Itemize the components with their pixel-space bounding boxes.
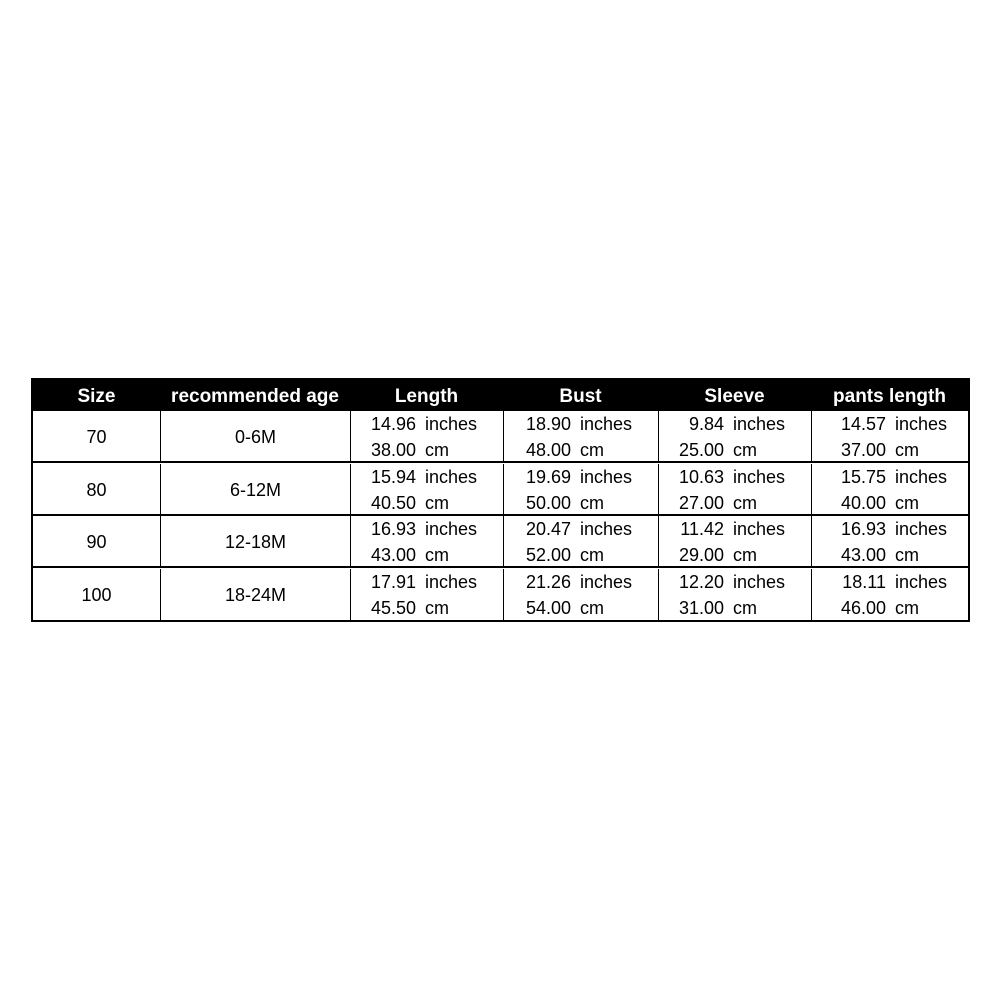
size-value: 100 [81,584,112,605]
unit-label: inches [580,414,633,434]
pants-cm-value: 37.00 [840,440,886,460]
size-value: 70 [86,427,107,447]
bust-inches-line [525,411,632,437]
age-value: 18-24M [160,569,350,621]
length-inches-line [370,569,477,595]
table-header-row [33,380,968,411]
unit-label: inches [895,466,948,487]
sleeve-cell [658,464,811,516]
unit-label: cm [580,597,604,618]
sleeve-inches-line [678,569,785,595]
unit-label: cm [580,440,604,460]
unit-label: inches [425,571,478,592]
unit-label: cm [895,597,919,618]
length-cm-line [370,437,449,463]
pants-inches-line [840,569,947,595]
unit-label: cm [425,440,449,460]
bust-cm-line [525,437,604,463]
header-sleeve: Sleeve [704,386,765,407]
sleeve-cell [658,569,811,621]
unit-label: inches [895,414,948,434]
sleeve-inches-value: 11.42 [680,519,724,539]
age-value: 6-12M [160,464,350,516]
unit-label: cm [425,597,449,618]
unit-label: inches [580,519,633,539]
table-row [33,464,968,516]
sleeve-cm-line [678,595,757,621]
bust-inches-line [525,569,632,595]
bust-cm-value: 52.00 [525,545,571,565]
unit-label: cm [580,545,604,565]
length-inches-value: 16.93 [370,519,416,539]
header-recommended-age: recommended age [171,386,339,407]
age-value: 12-18M [160,516,350,568]
unit-label: cm [733,545,757,565]
sleeve-inches-value: 12.20 [678,571,724,592]
unit-label: cm [425,492,449,513]
pants-inches-value: 18.11 [842,571,886,592]
table-row [33,569,968,621]
length-cm-value: 45.50 [370,597,416,618]
unit-label: inches [733,466,786,487]
unit-label: cm [733,492,757,513]
sleeve-cm-value: 29.00 [678,545,724,565]
size-chart-table [31,378,970,622]
bust-inches-value: 21.26 [525,571,571,592]
length-cell [350,464,503,516]
length-inches-value: 15.94 [370,466,416,487]
unit-label: inches [425,414,478,434]
pants-cm-line [840,542,919,568]
bust-cell [503,516,658,568]
unit-label: cm [580,492,604,513]
unit-label: inches [895,571,948,592]
pants-inches-value: 16.93 [840,519,886,539]
size-value: 90 [86,532,107,552]
header-pants-length: pants length [833,386,946,407]
pants-cm-line [840,437,919,463]
length-inches-value: 17.91 [370,571,416,592]
bust-cell [503,411,658,463]
bust-inches-value: 18.90 [525,414,571,434]
pants-inches-line [840,516,947,542]
pants-cm-value: 43.00 [840,545,886,565]
length-inches-line [370,516,477,542]
pants-cm-value: 40.00 [840,492,886,513]
sleeve-cm-line [678,437,757,463]
length-cell [350,516,503,568]
length-cm-value: 43.00 [370,545,416,565]
sleeve-cell [658,411,811,463]
unit-label: inches [580,466,633,487]
length-inches-line [370,464,477,490]
table-row [33,516,968,568]
length-cm-value: 40.50 [370,492,416,513]
bust-cm-line [525,595,604,621]
bust-cm-line [525,542,604,568]
unit-label: inches [425,519,478,539]
sleeve-cm-value: 25.00 [678,440,724,460]
bust-inches-value: 20.47 [525,519,571,539]
unit-label: inches [425,466,478,487]
unit-label: inches [733,414,786,434]
bust-cm-value: 54.00 [525,597,571,618]
unit-label: cm [733,440,757,460]
unit-label: inches [733,571,786,592]
pants-cm-line [840,595,919,621]
sleeve-cm-value: 31.00 [678,597,724,618]
length-cm-line [370,542,449,568]
bust-cell [503,464,658,516]
pants-length-cell [811,569,968,621]
header-length: Length [394,386,459,407]
length-inches-value: 14.96 [370,414,416,434]
bust-inches-line [525,516,632,542]
unit-label: cm [733,597,757,618]
pants-length-cell [811,464,968,516]
pants-inches-value: 14.57 [840,414,886,434]
age-value: 0-6M [160,411,350,463]
bust-cm-value: 50.00 [525,492,571,513]
length-cell [350,411,503,463]
pants-cm-line [840,490,919,516]
sleeve-cm-line [678,490,757,516]
length-cm-value: 38.00 [370,440,416,460]
length-cm-line [370,595,449,621]
bust-inches-value: 19.69 [525,466,571,487]
unit-label: cm [425,545,449,565]
bust-cm-line [525,490,604,516]
bust-inches-line [525,464,632,490]
sleeve-inches-value: 10.63 [678,466,724,487]
sleeve-inches-line [678,411,785,437]
sleeve-cm-value: 27.00 [678,492,724,513]
header-bust: Bust [559,386,602,407]
sleeve-inches-value: 9.84 [688,414,724,434]
table-row [33,411,968,463]
length-inches-line [370,411,477,437]
sleeve-inches-line [678,516,785,542]
pants-inches-line [840,464,947,490]
sleeve-cell [658,516,811,568]
unit-label: inches [733,519,786,539]
pants-length-cell [811,411,968,463]
size-value: 80 [86,479,107,500]
pants-length-cell [811,516,968,568]
pants-cm-value: 46.00 [840,597,886,618]
pants-inches-value: 15.75 [840,466,886,487]
unit-label: inches [895,519,948,539]
unit-label: cm [895,545,919,565]
bust-cell [503,569,658,621]
unit-label: cm [895,492,919,513]
bust-cm-value: 48.00 [525,440,571,460]
pants-inches-line [840,411,947,437]
unit-label: inches [580,571,633,592]
length-cm-line [370,490,449,516]
sleeve-cm-line [678,542,757,568]
length-cell [350,569,503,621]
unit-label: cm [895,440,919,460]
header-size: Size [77,386,116,407]
sleeve-inches-line [678,464,785,490]
